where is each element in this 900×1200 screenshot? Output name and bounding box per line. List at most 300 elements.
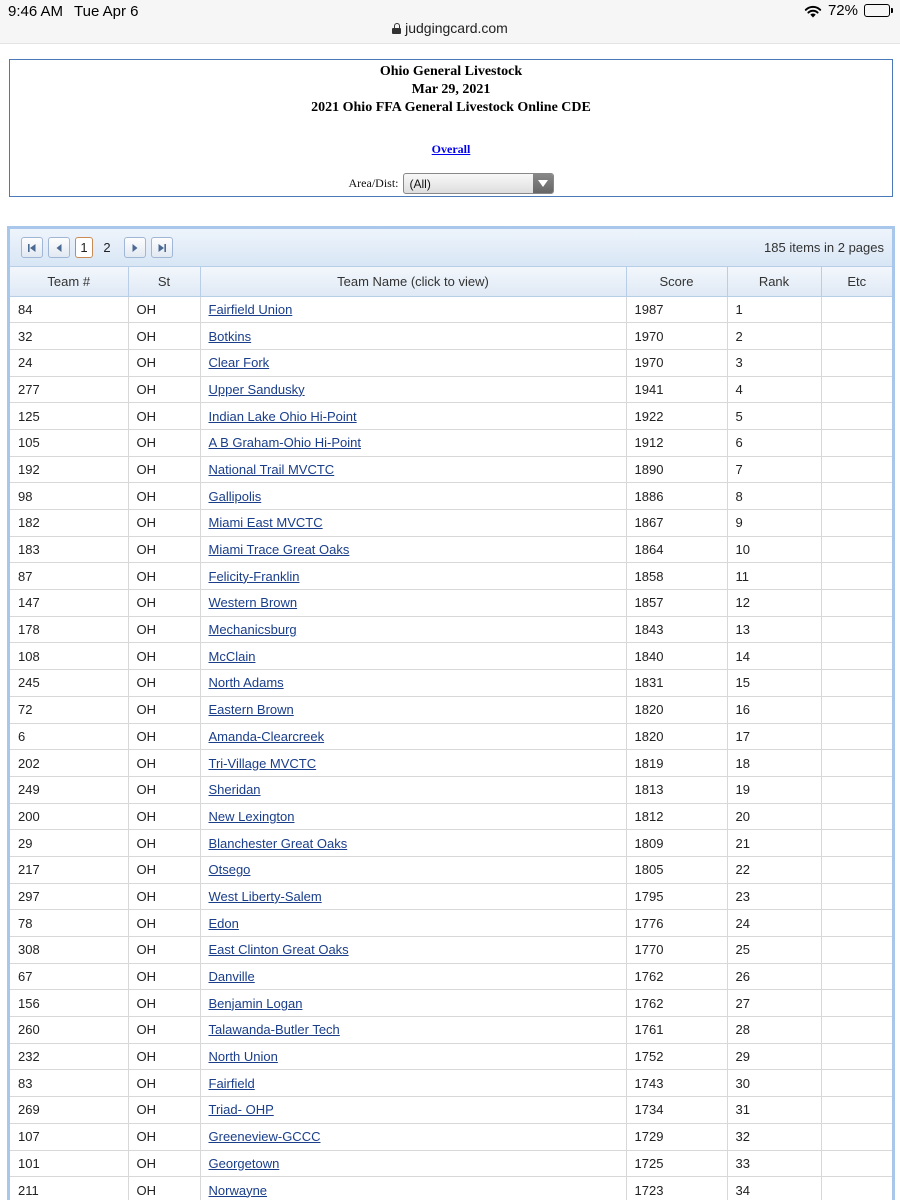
- team-name-link[interactable]: North Adams: [208, 675, 284, 691]
- team-name-link[interactable]: Benjamin Logan: [208, 995, 303, 1011]
- rank-cell: 8: [727, 483, 821, 510]
- team-name-link[interactable]: Greeneview-GCCC: [208, 1129, 321, 1145]
- table-row: [10, 483, 892, 510]
- score-cell: 1970: [626, 349, 727, 376]
- table-row: [10, 1043, 892, 1070]
- state-cell: OH: [128, 456, 200, 483]
- team-name-cell: [200, 776, 626, 803]
- state-cell: OH: [128, 1017, 200, 1044]
- team-name-link[interactable]: Botkins: [208, 328, 252, 344]
- rank-cell: 34: [727, 1177, 821, 1200]
- table-row: [10, 1097, 892, 1124]
- score-cell: 1809: [626, 830, 727, 857]
- table-row: [10, 296, 892, 323]
- etc-cell: [821, 349, 892, 376]
- team-name-link[interactable]: Indian Lake Ohio Hi-Point: [208, 408, 357, 424]
- table-row: [10, 1177, 892, 1200]
- state-cell: OH: [128, 536, 200, 563]
- team-name-cell: [200, 536, 626, 563]
- state-cell: OH: [128, 883, 200, 910]
- team-name-cell: [200, 643, 626, 670]
- score-cell: 1890: [626, 456, 727, 483]
- team-number-cell: 105: [10, 429, 128, 456]
- table-row: [10, 803, 892, 830]
- table-row: [10, 856, 892, 883]
- team-name-cell: [200, 910, 626, 937]
- event-name: 2021 Ohio FFA General Livestock Online CDE: [311, 100, 591, 115]
- rank-cell: 33: [727, 1150, 821, 1177]
- etc-cell: [821, 536, 892, 563]
- etc-cell: [821, 590, 892, 617]
- state-cell: OH: [128, 616, 200, 643]
- rank-cell: 21: [727, 830, 821, 857]
- etc-cell: [821, 910, 892, 937]
- state-cell: OH: [128, 670, 200, 697]
- score-cell: 1725: [626, 1150, 727, 1177]
- state-cell: OH: [128, 1097, 200, 1124]
- rank-cell: 20: [727, 803, 821, 830]
- table-row: [10, 510, 892, 537]
- team-name-link[interactable]: Danville: [208, 969, 255, 985]
- team-name-link[interactable]: Gallipolis: [208, 488, 262, 504]
- team-number-cell: 32: [10, 323, 128, 350]
- etc-cell: [821, 776, 892, 803]
- etc-cell: [821, 723, 892, 750]
- state-cell: OH: [128, 750, 200, 777]
- rank-cell: 27: [727, 990, 821, 1017]
- state-cell: OH: [128, 963, 200, 990]
- team-number-cell: 6: [10, 723, 128, 750]
- score-cell: 1776: [626, 910, 727, 937]
- team-number-cell: 297: [10, 883, 128, 910]
- table-row: [10, 536, 892, 563]
- pager-info: 185 items in 2 pages: [764, 240, 884, 255]
- team-name-cell: [200, 803, 626, 830]
- etc-cell: [821, 1150, 892, 1177]
- table-row: [10, 776, 892, 803]
- etc-cell: [821, 883, 892, 910]
- score-cell: 1761: [626, 1017, 727, 1044]
- table-row: [10, 616, 892, 643]
- rank-cell: 28: [727, 1017, 821, 1044]
- team-name-cell: [200, 990, 626, 1017]
- score-cell: 1857: [626, 590, 727, 617]
- team-name-link[interactable]: Miami Trace Great Oaks: [208, 542, 350, 558]
- team-name-cell: [200, 483, 626, 510]
- team-number-cell: 147: [10, 590, 128, 617]
- overall-link[interactable]: Overall: [431, 142, 471, 156]
- etc-cell: [821, 670, 892, 697]
- team-name-cell: [200, 510, 626, 537]
- team-name-cell: [200, 456, 626, 483]
- etc-cell: [821, 643, 892, 670]
- area-label: Area/Dist:: [348, 176, 399, 190]
- etc-cell: [821, 856, 892, 883]
- table-row: [10, 670, 892, 697]
- state-cell: OH: [128, 349, 200, 376]
- battery-icon: [864, 4, 890, 17]
- etc-cell: [821, 990, 892, 1017]
- battery-percent: 72%: [827, 2, 858, 19]
- table-row: [10, 1017, 892, 1044]
- table-row: [10, 990, 892, 1017]
- team-name-cell: [200, 1123, 626, 1150]
- team-name-link[interactable]: Georgetown: [208, 1155, 280, 1171]
- rank-cell: 6: [727, 429, 821, 456]
- team-number-cell: 83: [10, 1070, 128, 1097]
- state-cell: OH: [128, 776, 200, 803]
- last-page-button[interactable]: [151, 237, 173, 258]
- team-number-cell: 24: [10, 349, 128, 376]
- rank-cell: 10: [727, 536, 821, 563]
- team-name-link[interactable]: Western Brown: [208, 595, 298, 611]
- score-cell: 1858: [626, 563, 727, 590]
- team-number-cell: 87: [10, 563, 128, 590]
- rank-cell: 12: [727, 590, 821, 617]
- team-number-cell: 182: [10, 510, 128, 537]
- status-date: Tue Apr 6: [74, 3, 139, 20]
- first-page-icon: [27, 243, 37, 253]
- etc-cell: [821, 1123, 892, 1150]
- team-number-cell: 101: [10, 1150, 128, 1177]
- table-row: [10, 1070, 892, 1097]
- area-filter: [10, 173, 892, 194]
- col-etc[interactable]: Etc: [821, 267, 892, 296]
- state-cell: OH: [128, 323, 200, 350]
- etc-cell: [821, 803, 892, 830]
- team-name-cell: [200, 696, 626, 723]
- table-row: [10, 723, 892, 750]
- team-number-cell: 125: [10, 403, 128, 430]
- team-name-link[interactable]: Otsego: [208, 862, 251, 878]
- score-cell: 1864: [626, 536, 727, 563]
- etc-cell: [821, 403, 892, 430]
- team-name-link[interactable]: North Union: [208, 1049, 278, 1065]
- table-row: [10, 883, 892, 910]
- etc-cell: [821, 376, 892, 403]
- table-row: [10, 1123, 892, 1150]
- state-cell: OH: [128, 563, 200, 590]
- rank-cell: 1: [727, 296, 821, 323]
- rank-cell: 32: [727, 1123, 821, 1150]
- etc-cell: [821, 937, 892, 964]
- team-name-link[interactable]: Amanda-Clearcreek: [208, 728, 325, 744]
- status-right: [804, 2, 890, 19]
- state-cell: OH: [128, 590, 200, 617]
- table-row: [10, 323, 892, 350]
- etc-cell: [821, 1043, 892, 1070]
- pager: [10, 229, 892, 267]
- etc-cell: [821, 429, 892, 456]
- state-cell: OH: [128, 296, 200, 323]
- rank-cell: 25: [727, 937, 821, 964]
- score-cell: 1922: [626, 403, 727, 430]
- chevron-down-icon: [533, 174, 553, 193]
- url-bar[interactable]: [0, 20, 900, 36]
- col-score[interactable]: Score: [626, 267, 727, 296]
- team-number-cell: 277: [10, 376, 128, 403]
- team-name-link[interactable]: Sheridan: [208, 782, 261, 798]
- status-time: 9:46 AM: [8, 3, 64, 20]
- etc-cell: [821, 563, 892, 590]
- team-number-cell: 211: [10, 1177, 128, 1200]
- state-cell: OH: [128, 856, 200, 883]
- team-name-link[interactable]: Triad- OHP: [208, 1102, 274, 1118]
- team-number-cell: 192: [10, 456, 128, 483]
- rank-cell: 22: [727, 856, 821, 883]
- team-name-cell: [200, 830, 626, 857]
- team-number-cell: 249: [10, 776, 128, 803]
- score-cell: 1867: [626, 510, 727, 537]
- rank-cell: 4: [727, 376, 821, 403]
- next-page-button[interactable]: [124, 237, 146, 258]
- state-cell: OH: [128, 403, 200, 430]
- score-cell: 1812: [626, 803, 727, 830]
- score-cell: 1843: [626, 616, 727, 643]
- team-number-cell: 269: [10, 1097, 128, 1124]
- team-name-link[interactable]: Fairfield: [208, 1075, 255, 1091]
- score-cell: 1770: [626, 937, 727, 964]
- col-state[interactable]: St: [128, 267, 200, 296]
- table-row: [10, 376, 892, 403]
- team-number-cell: 84: [10, 296, 128, 323]
- team-number-cell: 178: [10, 616, 128, 643]
- team-name-cell: [200, 963, 626, 990]
- state-cell: OH: [128, 510, 200, 537]
- team-number-cell: 245: [10, 670, 128, 697]
- state-cell: OH: [128, 1123, 200, 1150]
- etc-cell: [821, 323, 892, 350]
- score-cell: 1795: [626, 883, 727, 910]
- table-row: [10, 830, 892, 857]
- score-cell: 1813: [626, 776, 727, 803]
- rank-cell: 23: [727, 883, 821, 910]
- etc-cell: [821, 963, 892, 990]
- table-row: [10, 643, 892, 670]
- team-name-cell: [200, 616, 626, 643]
- table-row: [10, 910, 892, 937]
- team-name-cell: [200, 1017, 626, 1044]
- team-number-cell: 156: [10, 990, 128, 1017]
- team-name-cell: [200, 563, 626, 590]
- score-cell: 1820: [626, 723, 727, 750]
- table-row: [10, 937, 892, 964]
- team-number-cell: 98: [10, 483, 128, 510]
- wifi-icon: [804, 4, 822, 18]
- state-cell: OH: [128, 483, 200, 510]
- team-name-link[interactable]: Felicity-Franklin: [208, 568, 300, 584]
- col-team-number[interactable]: Team #: [10, 267, 128, 296]
- rank-cell: 26: [727, 963, 821, 990]
- state-cell: OH: [128, 990, 200, 1017]
- rank-cell: 17: [727, 723, 821, 750]
- prev-page-icon: [54, 243, 64, 253]
- rank-cell: 2: [727, 323, 821, 350]
- first-page-button[interactable]: [21, 237, 43, 258]
- state-cell: OH: [128, 1150, 200, 1177]
- etc-cell: [821, 696, 892, 723]
- team-name-cell: [200, 590, 626, 617]
- score-cell: 1729: [626, 1123, 727, 1150]
- rank-cell: 9: [727, 510, 821, 537]
- team-number-cell: 72: [10, 696, 128, 723]
- prev-page-button[interactable]: [48, 237, 70, 258]
- state-cell: OH: [128, 803, 200, 830]
- score-cell: 1820: [626, 696, 727, 723]
- team-name-link[interactable]: Clear Fork: [208, 355, 270, 371]
- team-name-link[interactable]: Talawanda-Butler Tech: [208, 1022, 340, 1038]
- page-1-button[interactable]: 1: [75, 237, 93, 258]
- col-team-name[interactable]: Team Name (click to view): [200, 267, 626, 296]
- state-cell: OH: [128, 830, 200, 857]
- rank-cell: 31: [727, 1097, 821, 1124]
- table-row: [10, 963, 892, 990]
- state-cell: OH: [128, 429, 200, 456]
- score-cell: 1805: [626, 856, 727, 883]
- state-cell: OH: [128, 1177, 200, 1200]
- team-name-cell: [200, 376, 626, 403]
- area-select[interactable]: [403, 173, 554, 194]
- team-number-cell: 29: [10, 830, 128, 857]
- score-cell: 1723: [626, 1177, 727, 1200]
- state-cell: OH: [128, 376, 200, 403]
- results-table: [10, 267, 892, 1200]
- table-row: [10, 403, 892, 430]
- rank-cell: 3: [727, 349, 821, 376]
- rank-cell: 15: [727, 670, 821, 697]
- team-name-cell: [200, 937, 626, 964]
- state-cell: OH: [128, 1043, 200, 1070]
- team-name-link[interactable]: A B Graham-Ohio Hi-Point: [208, 435, 361, 451]
- table-header-row: [10, 267, 892, 296]
- team-name-cell: [200, 1177, 626, 1200]
- rank-cell: 24: [727, 910, 821, 937]
- rank-cell: 5: [727, 403, 821, 430]
- score-cell: 1752: [626, 1043, 727, 1070]
- rank-cell: 7: [727, 456, 821, 483]
- etc-cell: [821, 830, 892, 857]
- table-row: [10, 696, 892, 723]
- last-page-icon: [157, 243, 167, 253]
- team-name-cell: [200, 1097, 626, 1124]
- score-cell: 1987: [626, 296, 727, 323]
- team-number-cell: 107: [10, 1123, 128, 1150]
- team-number-cell: 200: [10, 803, 128, 830]
- team-name-link[interactable]: Eastern Brown: [208, 702, 294, 718]
- etc-cell: [821, 1070, 892, 1097]
- score-cell: 1762: [626, 963, 727, 990]
- table-row: [10, 1150, 892, 1177]
- team-number-cell: 308: [10, 937, 128, 964]
- team-number-cell: 217: [10, 856, 128, 883]
- state-cell: OH: [128, 937, 200, 964]
- next-page-icon: [130, 243, 140, 253]
- team-name-link[interactable]: Mechanicsburg: [208, 622, 297, 638]
- etc-cell: [821, 616, 892, 643]
- team-name-link[interactable]: McClain: [208, 648, 256, 664]
- team-name-link[interactable]: Norwayne: [208, 1182, 268, 1198]
- team-name-link[interactable]: New Lexington: [208, 808, 295, 824]
- team-name-link[interactable]: Fairfield Union: [208, 301, 293, 317]
- event-header: [9, 59, 893, 197]
- team-name-link[interactable]: Blanchester Great Oaks: [208, 835, 348, 851]
- rank-cell: 18: [727, 750, 821, 777]
- team-name-link[interactable]: Tri-Village MVCTC: [208, 755, 317, 771]
- rank-cell: 14: [727, 643, 821, 670]
- col-rank[interactable]: Rank: [727, 267, 821, 296]
- rank-cell: 11: [727, 563, 821, 590]
- state-cell: OH: [128, 910, 200, 937]
- event-date: Mar 29, 2021: [411, 82, 491, 97]
- score-cell: 1970: [626, 323, 727, 350]
- table-row: [10, 456, 892, 483]
- state-cell: OH: [128, 723, 200, 750]
- score-cell: 1912: [626, 429, 727, 456]
- team-name-link[interactable]: East Clinton Great Oaks: [208, 942, 349, 958]
- team-name-cell: [200, 429, 626, 456]
- etc-cell: [821, 456, 892, 483]
- url-text[interactable]: judgingcard.com: [405, 20, 508, 36]
- score-cell: 1941: [626, 376, 727, 403]
- team-name-link[interactable]: National Trail MVCTC: [208, 461, 335, 477]
- rank-cell: 19: [727, 776, 821, 803]
- score-cell: 1819: [626, 750, 727, 777]
- event-title: Ohio General Livestock: [379, 64, 523, 79]
- score-cell: 1743: [626, 1070, 727, 1097]
- team-name-cell: [200, 883, 626, 910]
- team-name-link[interactable]: Edon: [208, 915, 239, 931]
- team-number-cell: 67: [10, 963, 128, 990]
- team-number-cell: 108: [10, 643, 128, 670]
- results-grid: [7, 226, 895, 1200]
- rank-cell: 29: [727, 1043, 821, 1070]
- page-2-button[interactable]: 2: [103, 240, 111, 255]
- team-name-cell: [200, 296, 626, 323]
- table-row: [10, 349, 892, 376]
- team-number-cell: 183: [10, 536, 128, 563]
- team-name-cell: [200, 723, 626, 750]
- rank-cell: 16: [727, 696, 821, 723]
- lock-icon: [392, 23, 401, 34]
- table-row: [10, 750, 892, 777]
- team-name-link[interactable]: Upper Sandusky: [208, 381, 305, 397]
- team-name-cell: [200, 670, 626, 697]
- table-row: [10, 429, 892, 456]
- area-select-value: (All): [409, 176, 431, 191]
- team-name-cell: [200, 349, 626, 376]
- rank-cell: 30: [727, 1070, 821, 1097]
- team-number-cell: 202: [10, 750, 128, 777]
- team-name-cell: [200, 1150, 626, 1177]
- team-name-link[interactable]: West Liberty-Salem: [208, 888, 322, 904]
- score-cell: 1762: [626, 990, 727, 1017]
- table-row: [10, 590, 892, 617]
- team-number-cell: 78: [10, 910, 128, 937]
- team-number-cell: 260: [10, 1017, 128, 1044]
- state-cell: OH: [128, 696, 200, 723]
- team-name-cell: [200, 403, 626, 430]
- score-cell: 1734: [626, 1097, 727, 1124]
- score-cell: 1886: [626, 483, 727, 510]
- team-name-link[interactable]: Miami East MVCTC: [208, 515, 323, 531]
- team-number-cell: 232: [10, 1043, 128, 1070]
- table-row: [10, 563, 892, 590]
- etc-cell: [821, 510, 892, 537]
- etc-cell: [821, 1177, 892, 1200]
- etc-cell: [821, 296, 892, 323]
- team-name-cell: [200, 856, 626, 883]
- team-name-cell: [200, 1070, 626, 1097]
